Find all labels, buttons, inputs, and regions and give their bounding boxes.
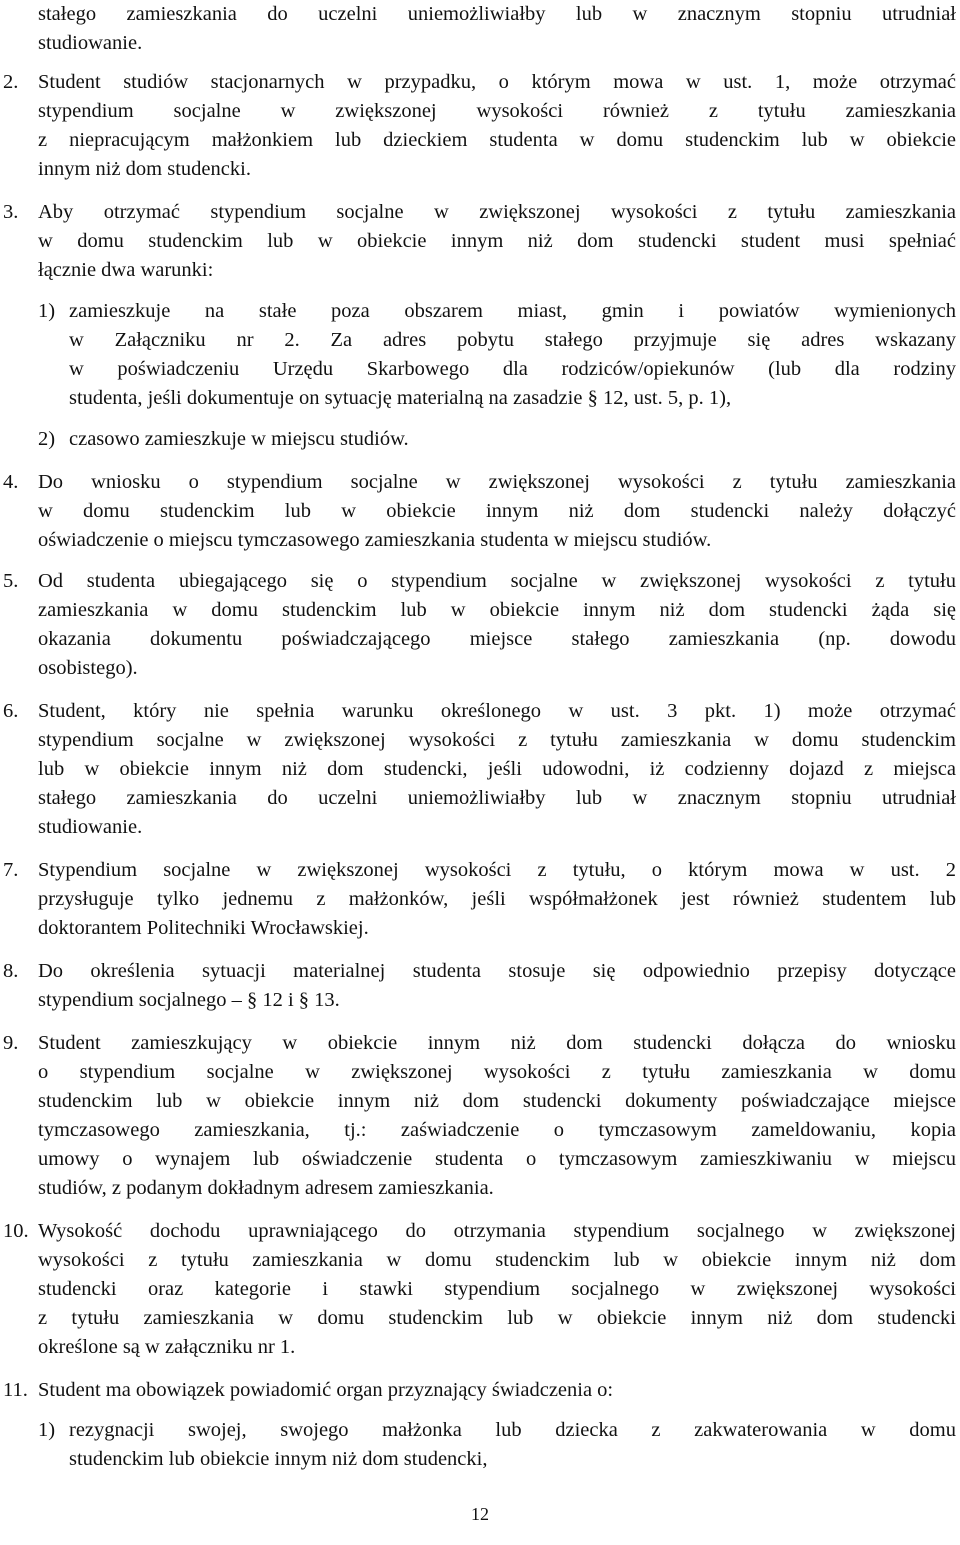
text-line: studiowanie. (38, 32, 143, 54)
item-line: stypendium socjalne w zwiększonej wysokości również z tytułu zamieszkania (38, 100, 956, 122)
text-line: stałego zamieszkania do uczelni uniemożliwiałby lub w znacznym stopniu utrudniał (38, 3, 956, 25)
item-number: 10. (3, 1220, 29, 1242)
item-line: w domu studenckim lub w obiekcie innym niż dom studencki student musi spełniać (38, 230, 956, 252)
item-line: Wysokość dochodu uprawniającego do otrzymania stypendium socjalnego w zwiększonej (38, 1220, 956, 1242)
item-line: stałego zamieszkania do uczelni uniemożliwiałby lub w znacznym stopniu utrudniał (38, 787, 956, 809)
item-line: tymczasowego zamieszkania, tj.: zaświadczenie o tymczasowym zameldowaniu, kopia (38, 1119, 956, 1141)
item-line: oświadczenie o miejscu tymczasowego zamieszkania studenta w miejscu studiów. (38, 529, 712, 551)
item-number: 3. (3, 201, 19, 223)
item-line: Do określenia sytuacji materialnej studenta stosuje się odpowiednio przepisy dotyczące (38, 960, 956, 982)
item-line: Do wniosku o stypendium socjalne w zwiększonej wysokości z tytułu zamieszkania (38, 471, 956, 493)
subitem-line: studenta, jeśli dokumentuje on sytuację materialną na zasadzie § 12, ust. 5, p. 1), (69, 387, 732, 409)
item-line: zamieszkania w domu studenckim lub w obiekcie innym niż dom studencki żąda się (38, 599, 956, 621)
item-line: Student, który nie spełnia warunku określonego w ust. 3 pkt. 1) może otrzymać (38, 700, 956, 722)
item-line: Stypendium socjalne w zwiększonej wysokości z tytułu, o którym mowa w ust. 2 (38, 859, 956, 881)
item-number: 2. (3, 71, 19, 93)
item-line: wysokości z tytułu zamieszkania w domu studenckim lub w obiekcie innym niż dom (38, 1249, 956, 1271)
item-number: 8. (3, 960, 19, 982)
item-number: 9. (3, 1032, 19, 1054)
item-line: Student zamieszkujący w obiekcie innym niż dom studencki dołącza do wniosku (38, 1032, 956, 1054)
item-line: osobistego). (38, 657, 138, 679)
item-line: innym niż dom studencki. (38, 158, 251, 180)
item-line: studiowanie. (38, 816, 143, 838)
subitem-line: zamieszkuje na stałe poza obszarem miast, gmin i powiatów wymienionych (69, 300, 956, 322)
item-line: studencki oraz kategorie i stawki stypendium socjalnego w zwiększonej wysokości (38, 1278, 956, 1300)
item-line: Aby otrzymać stypendium socjalne w zwiększonej wysokości z tytułu zamieszkania (38, 201, 956, 223)
item-line: o stypendium socjalne w zwiększonej wysokości z tytułu zamieszkania w domu (38, 1061, 956, 1083)
subitem-line: w poświadczeniu Urzędu Skarbowego dla rodziców/opiekunów (lub dla rodziny (69, 358, 956, 380)
item-number: 6. (3, 700, 19, 722)
item-line: studiów, z podanym dokładnym adresem zamieszkania. (38, 1177, 494, 1199)
item-line: przysługuje tylko jednemu z małżonków, jeśli współmałżonek jest również studentem lub (38, 888, 956, 910)
item-number: 7. (3, 859, 19, 881)
item-number: 11. (3, 1379, 28, 1401)
subitem-number: 1) (38, 300, 56, 322)
item-line: Od studenta ubiegającego się o stypendium socjalne w zwiększonej wysokości z tytułu (38, 570, 956, 592)
item-line: stypendium socjalne w zwiększonej wysokości z tytułu zamieszkania w domu studenckim (38, 729, 956, 751)
item-line: Student studiów stacjonarnych w przypadku, o którym mowa w ust. 1, może otrzymać (38, 71, 956, 93)
item-line: okazania dokumentu poświadczającego miejsce stałego zamieszkania (np. dowodu (38, 628, 956, 650)
page-number: 12 (471, 1504, 489, 1524)
subitem-number: 1) (38, 1419, 56, 1441)
item-number: 4. (3, 471, 19, 493)
item-line: określone są w załączniku nr 1. (38, 1336, 296, 1358)
item-line: z niepracującym małżonkiem lub dzieckiem studenta w domu studenckim lub w obiekcie (38, 129, 956, 151)
item-number: 5. (3, 570, 19, 592)
item-line: umowy o wynajem lub oświadczenie studenta o tymczasowym zamieszkiwaniu w miejscu (38, 1148, 956, 1170)
subitem-line: czasowo zamieszkuje w miejscu studiów. (69, 428, 409, 450)
subitem-line: w Załączniku nr 2. Za adres pobytu stałego przyjmuje się adres wskazany (69, 329, 956, 351)
subitem-line: rezygnacji swojej, swojego małżonka lub dziecka z zakwaterowania w domu (69, 1419, 956, 1441)
item-line: studenckim lub w obiekcie innym niż dom studencki dokumenty poświadczające miejsce (38, 1090, 956, 1112)
item-line: łącznie dwa warunki: (38, 259, 214, 281)
subitem-line: studenckim lub obiekcie innym niż dom studencki, (69, 1448, 488, 1470)
item-line: lub w obiekcie innym niż dom studencki, jeśli udowodni, iż codzienny dojazd z miejsca (38, 758, 956, 780)
item-line: w domu studenckim lub w obiekcie innym niż dom studencki należy dołączyć (38, 500, 956, 522)
subitem-number: 2) (38, 428, 56, 450)
item-line: Student ma obowiązek powiadomić organ przyznający świadczenia o: (38, 1379, 614, 1401)
item-line: z tytułu zamieszkania w domu studenckim lub w obiekcie innym niż dom studencki (38, 1307, 956, 1329)
item-line: stypendium socjalnego – § 12 i § 13. (38, 989, 340, 1011)
item-line: doktorantem Politechniki Wrocławskiej. (38, 917, 369, 939)
